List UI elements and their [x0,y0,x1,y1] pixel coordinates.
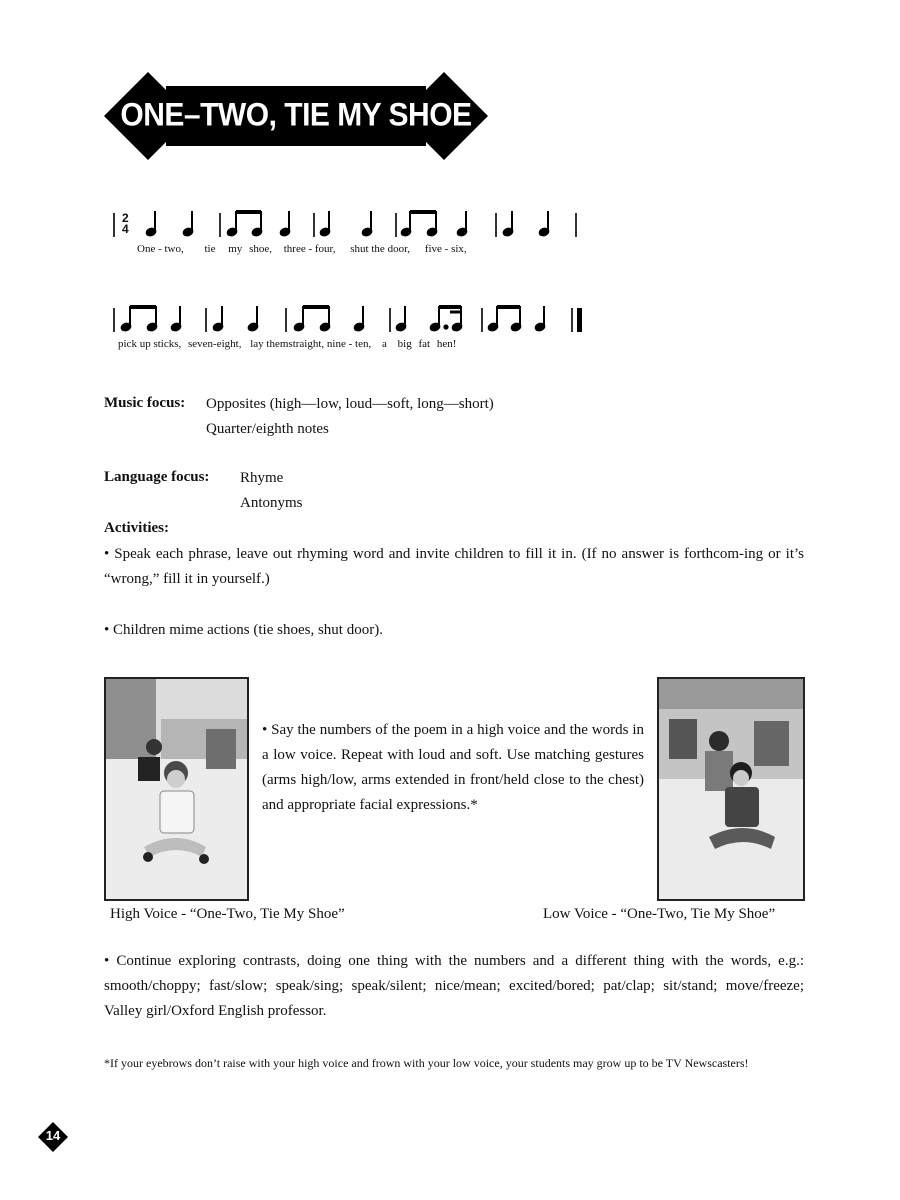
photo-low-voice [657,677,805,901]
footnote: *If your eyebrows don’t raise with your high voice and frown with your low voice, your students may grow up to be TV Newscasters! [104,1056,749,1070]
photo-high-voice-drawing [106,679,247,899]
activities-label: Activities: [104,520,169,536]
music-focus-label: Music focus: [104,395,186,411]
time-signature: 2 4 [122,211,129,236]
photo-high-voice [104,677,249,901]
activity-bullet-4: • Continue exploring contrasts, doing one thing with the numbers and a different thing with the words, e.g.: smooth/choppy; fast/slow; speak/sing; speak/silent; nice/mean; excited/bored; pat/clap; sit/stand; move/freeze; Valley girl/Oxford English professor. [104,953,804,1019]
title-banner [104,72,488,160]
activity-bullet-3: • Say the numbers of the poem in a high voice and the words in a low voice. Repeat with loud and soft. Use matching gestures (arms high/low, arms extended in front/held close to the chest) and appropriate facial expressions.* [262,722,644,813]
activity-bullet-1: • Speak each phrase, leave out rhyming word and invite children to fill it in. (If no answer is forthcom-ing or it’s “wrong,” fill it in yourself.) [104,546,804,587]
notation-line-2 [104,298,804,358]
language-focus-line-2: Antonyms [240,495,303,511]
caption-high-voice: High Voice - “One-Two, Tie My Shoe” [110,906,345,922]
language-focus-line-1: Rhyme [240,470,284,486]
lyric-line-2: pick up sticks, seven-eight, lay themstraight, nine - ten, a big fat hen! [118,338,457,350]
notation-line-1 [104,205,804,265]
page-number: 14 [45,1128,61,1143]
photo-low-voice-drawing [659,679,803,899]
music-focus-line-2: Quarter/eighth notes [206,421,329,437]
language-focus-label: Language focus: [104,469,210,485]
page-title: ONE–TWO, TIE MY SHOE [120,97,472,134]
notation-line-2-marks [104,298,804,338]
page-number-badge [38,1122,68,1152]
notation-line-1-marks [104,205,804,245]
music-focus-line-1: Opposites (high—low, loud—soft, long—short) [206,396,494,412]
activity-bullet-2: • Children mime actions (tie shoes, shut door). [104,622,383,638]
lyric-line-1: One - two, tie my shoe, three - four, shut the door, five - six, [137,243,467,255]
caption-low-voice: Low Voice - “One-Two, Tie My Shoe” [543,906,776,922]
